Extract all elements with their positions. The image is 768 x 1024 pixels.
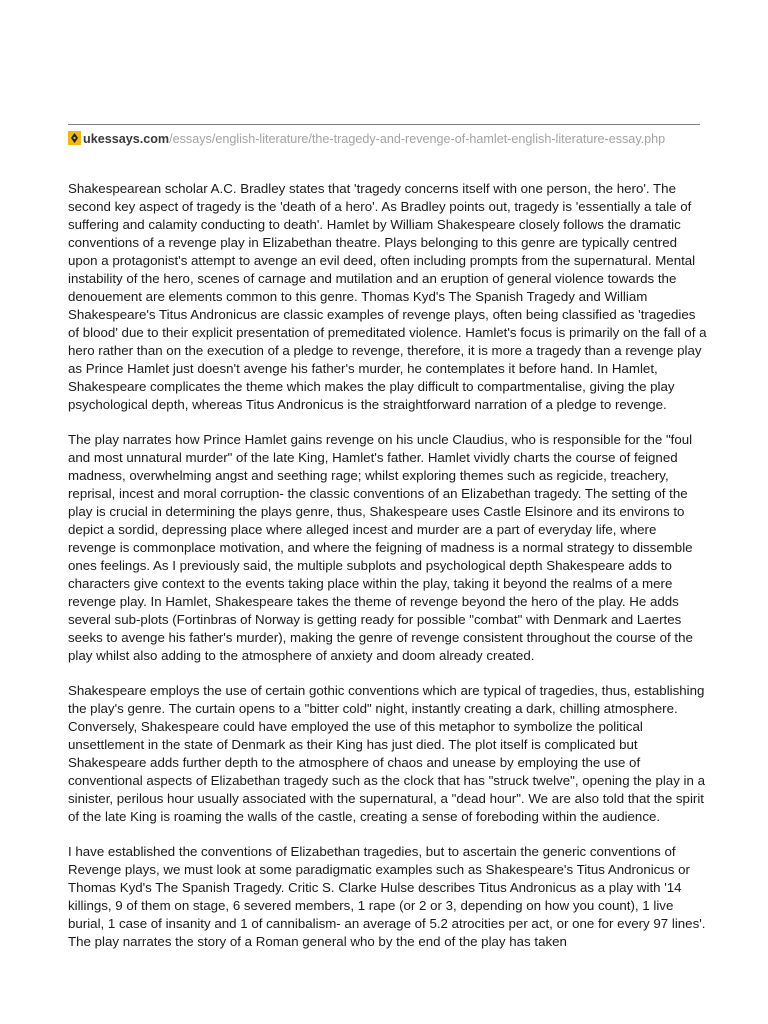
source-path[interactable]: /essays/english-literature/the-tragedy-and-revenge-of-hamlet-english-literature-essay.php (169, 132, 666, 146)
source-url-line (68, 131, 700, 147)
paragraph-2: The play narrates how Prince Hamlet gains revenge on his uncle Claudius, who is responsible for the "foul and most unnatural murder" of the late King, Hamlet's father. Hamlet vividly charts the course of feigned madness, overwhelming angst and seething rage; whilst exploring themes such as regicide, treachery, reprisal, incest and moral corruption- the classic conventions of an Elizabethan tragedy. The setting of the play is crucial in determining the plays genre, thus, Shakespeare uses Castle Elsinore and its environs to depict a sordid, depressing place where alleged incest and murder are a part of everyday life, where revenge is commonplace motivation, and where the feigning of madness is a normal strategy to dissemble ones feelings. As I previously said, the multiple subplots and psychological depth Shakespeare adds to characters give context to the events taking place within the play, taking it beyond the realms of a mere revenge play. In Hamlet, Shakespeare takes the theme of revenge beyond the hero of the play. He adds several sub-plots (Fortinbras of Norway is getting ready for possible "combat" with Denmark and Laertes seeks to avenge his father's murder), making the genre of revenge consistent throughout the course of the play whilst also adding to the atmosphere of anxiety and doom already created. (68, 432, 693, 663)
site-name[interactable]: ukessays.com (83, 132, 170, 146)
paragraph-3: Shakespeare employs the use of certain gothic conventions which are typical of tragedies, thus, establishing the play's genre. The curtain opens to a "bitter cold" night, instantly creating a dark, chilling atmosphere. Conversely, Shakespeare could have employed the use of this metaphor to symbolize the political unsettlement in the state of Denmark as their King has just died. The plot itself is complicated but Shakespeare adds further depth to the atmosphere of chaos and unease by employing the use of conventional aspects of Elizabethan tragedy such as the clock that has "struck twelve", opening the play in a sinister, perilous hour usually associated with the supernatural, a "dead hour". We are also told that the spirit of the late King is roaming the walls of the castle, creating a sense of foreboding within the audience. (68, 683, 705, 824)
pen-nib-icon (68, 131, 81, 145)
paragraph-4: I have established the conventions of Elizabethan tragedies, but to ascertain the generic conventions of Revenge plays, we must look at some paradigmatic examples such as Shakespeare's Titus Andronicus or Thomas Kyd's The Spanish Tragedy. Critic S. Clarke Hulse describes Titus Andronicus as a play with '14 killings, 9 of them on stage, 6 severed members, 1 rape (or 2 or 3, depending on how you count), 1 live burial, 1 case of insanity and 1 of cannibalism- an average of 5.2 atrocities per act, or one for every 97 lines'. The play narrates the story of a Roman general who by the end of the play has taken (68, 844, 706, 949)
paragraph-1: Shakespearean scholar A.C. Bradley states that 'tragedy concerns itself with one person, the hero'. The second key aspect of tragedy is the 'death of a hero'. As Bradley points out, tragedy is 'essentially a tale of suffering and calamity conducting to death'. Hamlet by William Shakespeare closely follows the dramatic conventions of a revenge play in Elizabethan theatre. Plays belonging to this genre are typically centred upon a protagonist's attempt to avenge an evil deed, often including prompts from the supernatural. Mental instability of the hero, scenes of carnage and mutilation and an eruption of general violence towards the denouement are elements common to this genre. Thomas Kyd's The Spanish Tragedy and William Shakespeare's Titus Andronicus are classic examples of revenge plays, often being classified as 'tragedies of blood' due to their explicit presentation of premeditated violence. Hamlet's focus is primarily on the fall of a hero rather than on the execution of a pledge to revenge, therefore, it is more a tragedy than a revenge play as Prince Hamlet just doesn't avenge his father's murder, he contemplates it before hand. In Hamlet, Shakespeare complicates the theme which makes the play difficult to compartmentalise, giving the play psychological depth, whereas Titus Andronicus is the straightforward narration of a pledge to revenge. (68, 181, 707, 412)
essay-body (68, 180, 708, 968)
source-header (68, 124, 700, 147)
